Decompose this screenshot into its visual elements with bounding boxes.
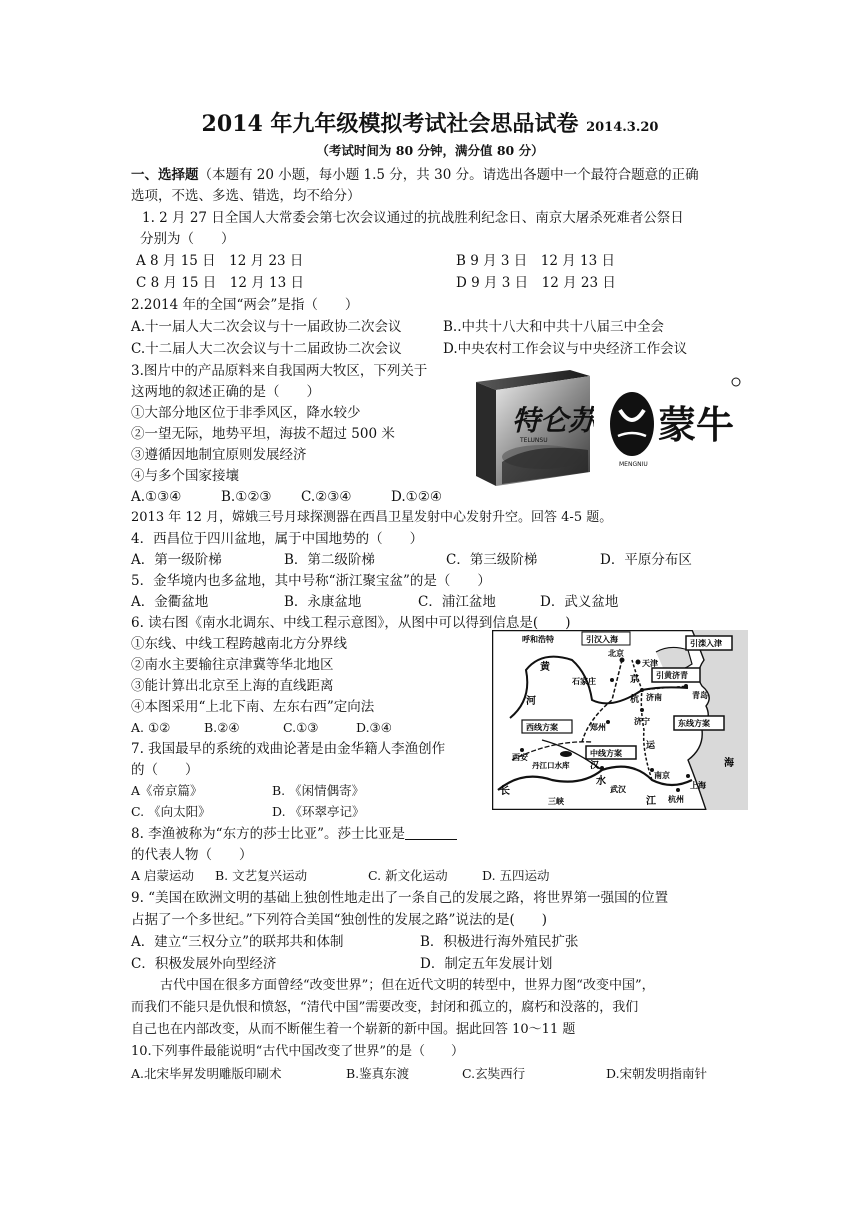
q10-option-b: B.鉴真东渡 <box>346 1066 410 1081</box>
q6-option-b: B.②④ <box>204 720 240 735</box>
q5-stem: 5．金华境内也多盆地，其中号称“浙江聚宝盆”的是（ ） <box>131 573 491 589</box>
q6-statement-2: ②南水主要输往京津冀等华北地区 <box>131 657 334 673</box>
q2-stem: 2.2014 年的全国“两会”是指（ ） <box>131 297 359 313</box>
q7-option-a: A《帝京篇》 <box>131 783 203 798</box>
map-box-yinhuangjiqing: 引黄济青 <box>656 671 688 680</box>
q2-option-b: B..中共十八大和中共十八届三中全会 <box>443 319 665 335</box>
q10-option-d: D.宋朝发明指南针 <box>606 1066 708 1081</box>
map-box-yinhanruhan: 引汉入海 <box>586 635 618 644</box>
telunsu-milk-box-image <box>472 362 594 490</box>
q3-stem-line1: 3.图片中的产品原料来自我国两大牧区，下列关于 <box>131 363 428 379</box>
map-river-huang: 黄 <box>540 662 550 673</box>
q10-option-a: A.北宋毕昇发明雕版印刷术 <box>131 1066 282 1081</box>
q8-stem-text: 8. 李渔被称为“东方的莎士比亚”。莎士比亚是 <box>131 826 405 842</box>
map-box-yinluanruji: 引滦入津 <box>690 639 722 648</box>
exam-title <box>0 107 860 138</box>
q7-option-d: D. 《环翠亭记》 <box>272 804 365 819</box>
map-label-nanjing: 南京 <box>654 771 670 780</box>
q7-option-b: B. 《闲情偶寄》 <box>272 783 365 798</box>
q1-option-d: D 9 月 3 日 12 月 23 日 <box>456 275 616 291</box>
map-label-shijiazhuang: 石家庄 <box>572 677 596 686</box>
q7-option-c: C. 《向太阳》 <box>131 804 211 819</box>
q10-option-c: C.玄奘西行 <box>462 1066 526 1081</box>
telunsu-brand-text: 特仑苏 <box>512 404 594 437</box>
q3-option-a: A.①③④ <box>131 489 182 505</box>
q3-statement-2: ②一望无际，地势平坦，海拔不超过 500 米 <box>131 426 395 442</box>
exam-date: 2014.3.20 <box>586 120 659 135</box>
map-label-jinan: 济南 <box>646 693 662 702</box>
map-canal-jing: 京 <box>630 675 640 685</box>
q4-option-b: B．第二级阶梯 <box>284 552 375 568</box>
map-river-chang: 长 <box>500 786 510 797</box>
map-label-qingdao: 青岛 <box>692 691 708 700</box>
passage-line2: 而我们不能只是仇恨和愤怒，“清代中国”需要改变，封闭和孤立的，腐朽和没落的，我们 <box>131 1000 639 1015</box>
q4-option-c: C．第三级阶梯 <box>446 552 538 568</box>
exam-title-text: 2014 年九年级模拟考试社会思品试卷 <box>201 111 579 137</box>
q6-option-d: D.③④ <box>356 720 392 735</box>
map-label-danjiangkou: 丹江口水库 <box>532 761 570 770</box>
q1-stem-line1: 1. 2 月 27 日全国人大常委会第七次会议通过的抗战胜利纪念日、南京大屠杀死难者公祭日 <box>142 210 684 226</box>
q8-stem-line1 <box>131 824 457 844</box>
map-box-xixian: 西线方案 <box>526 723 558 732</box>
mengniu-logo-image <box>608 372 746 472</box>
map-label-sanxia: 三峡 <box>548 797 564 806</box>
q3-option-d: D.①②④ <box>391 489 442 505</box>
map-label-tianjin: 天津 <box>642 659 658 668</box>
q4-stem: 4．西昌位于四川盆地，属于中国地势的（ ） <box>131 531 424 547</box>
q6-statement-4: ④本图采用“上北下南、左东右西”定向法 <box>131 699 375 715</box>
q3-statement-4: ④与多个国家接壤 <box>131 468 239 484</box>
telunsu-brand-small: TELUNSU <box>520 437 548 444</box>
q3-statement-1: ①大部分地区位于非季风区，降水较少 <box>131 405 361 421</box>
q2-option-c: C.十二届人大二次会议与十二届政协二次会议 <box>131 341 402 357</box>
map-box-zhongxian: 中线方案 <box>590 749 622 758</box>
q3-option-c: C.②③④ <box>301 489 352 505</box>
q2-option-d: D.中央农村工作会议与中央经济工作会议 <box>443 341 688 357</box>
q6-statement-1: ①东线、中线工程跨越南北方分界线 <box>131 636 347 652</box>
q5-option-d: D．武义盆地 <box>540 594 619 610</box>
q5-option-a: A．金衢盆地 <box>131 594 209 610</box>
q1-option-b: B 9 月 3 日 12 月 13 日 <box>456 253 615 269</box>
section1-intro <box>131 165 699 185</box>
q6-stem: 6. 读右图《南水北调东、中线工程示意图》，从图中可以得到信息是( ) <box>131 615 571 631</box>
q1-option-c: C 8 月 15 日 12 月 13 日 <box>136 275 304 291</box>
mengniu-brand-small: MENGNIU <box>619 461 648 468</box>
q6-option-c: C.①③ <box>283 720 319 735</box>
q9-option-a: A．建立“三权分立”的联邦共和体制 <box>131 934 344 950</box>
map-label-shanghai: 上海 <box>690 781 706 790</box>
q1-option-a: A 8 月 15 日 12 月 23 日 <box>136 253 304 269</box>
section1-heading: 一、选择题 <box>131 167 199 183</box>
q8-option-a: A 启蒙运动 <box>131 868 195 883</box>
map-river-jiang: 江 <box>646 796 656 807</box>
map-river-he: 河 <box>526 696 536 707</box>
section1-intro-line1: （本题有 20 小题，每小题 1.5 分，共 30 分。请选出各题中一个最符合题意的正确 <box>198 167 699 183</box>
map-label-beijing: 北京 <box>608 649 624 658</box>
q9-option-c: C．积极发展外向型经济 <box>131 956 277 972</box>
q4-option-a: A．第一级阶梯 <box>131 552 222 568</box>
q8-option-c: C. 新文化运动 <box>368 868 448 883</box>
passage-line1: 古代中国在很多方面曾经“改变世界”；但在近代文明的转型中，世界力图“改变中国”， <box>160 978 655 993</box>
q9-option-d: D．制定五年发展计划 <box>420 956 553 972</box>
q9-option-b: B．积极进行海外殖民扩张 <box>420 934 579 950</box>
map-canal-hang: 杭 <box>630 695 640 705</box>
map-sea-hai: 海 <box>724 758 734 769</box>
q8-option-b: B. 文艺复兴运动 <box>215 868 308 883</box>
q8-answer-blank <box>405 825 457 840</box>
q1-stem-line2: 分别为（ ） <box>140 231 235 247</box>
map-label-huhehaote: 呼和浩特 <box>522 635 554 644</box>
q10-stem: 10.下列事件最能说明“古代中国改变了世界”的是（ ） <box>131 1044 464 1059</box>
passage-line3: 自己也在内部改变，从而不断催生着一个崭新的新中国。据此回答 10～11 题 <box>131 1022 576 1037</box>
mengniu-brand-text: 蒙牛 <box>658 403 735 447</box>
q4-5-intro: 2013 年 12 月，嫦娥三号月球探测器在西昌卫星发射中心发射升空。回答 4-5 题。 <box>131 510 613 525</box>
map-label-hangzhou: 杭州 <box>668 795 684 804</box>
map-canal-yun: 运 <box>646 741 656 751</box>
map-label-wuhan: 武汉 <box>610 785 626 794</box>
q6-statement-3: ③能计算出北京至上海的直线距离 <box>131 678 334 694</box>
q3-statement-3: ③遵循因地制宜原则发展经济 <box>131 447 307 463</box>
exam-subtitle: （考试时间为 80 分钟，满分值 80 分） <box>316 143 544 158</box>
q7-stem-line1: 7. 我国最早的系统的戏曲论著是由金华籍人李渔创作 <box>131 741 446 757</box>
map-label-xian: 西安 <box>512 753 528 762</box>
q4-option-d: D．平原分布区 <box>600 552 692 568</box>
q3-stem-line2: 这两地的叙述正确的是（ ） <box>131 384 320 400</box>
map-box-dongxian: 东线方案 <box>678 719 710 728</box>
q8-option-d: D. 五四运动 <box>482 868 550 883</box>
q6-option-a: A. ①② <box>131 720 171 735</box>
map-river-shui: 水 <box>596 776 606 787</box>
q3-option-b: B.①②③ <box>221 489 272 505</box>
q5-option-c: C．浦江盆地 <box>418 594 496 610</box>
q2-option-a: A.十一届人大二次会议与十一届政协二次会议 <box>131 319 402 335</box>
q5-option-b: B．永康盆地 <box>284 594 362 610</box>
section1-intro-line2: 选项，不选、多选、错选，均不给分） <box>131 188 361 204</box>
map-river-han: 汉 <box>590 761 600 771</box>
q9-stem-line1: 9. “美国在欧洲文明的基础上独创性地走出了一条自己的发展之路，将世界第一强国的位置 <box>131 890 669 906</box>
map-label-jining: 济宁 <box>634 717 650 726</box>
map-label-zhengzhou: 郑州 <box>590 723 606 732</box>
south-north-water-diversion-map <box>492 630 748 810</box>
q8-stem-line2: 的代表人物（ ） <box>131 847 253 863</box>
q9-stem-line2: 占据了一个多世纪。”下列符合美国“独创性的发展之路”说法的是( ) <box>131 912 547 928</box>
q7-stem-line2: 的（ ） <box>131 762 199 778</box>
